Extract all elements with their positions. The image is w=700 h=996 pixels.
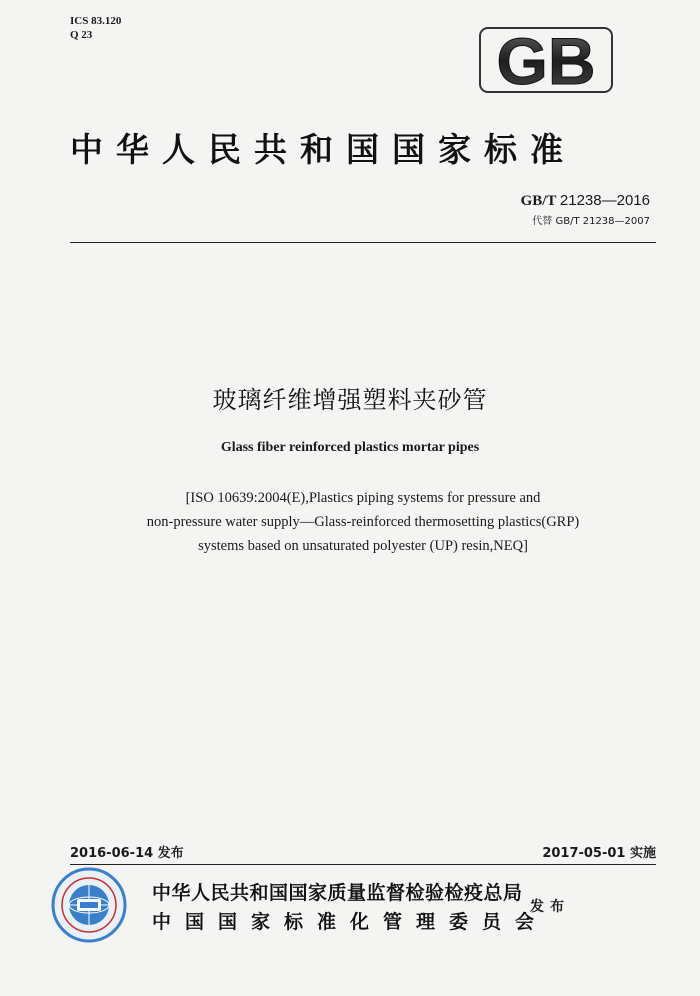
iso-reference-line-2: non-pressure water supply—Glass-reinforced thermosetting plastics(GRP) [146,514,580,530]
ics-code: ICS 83.120 [70,15,122,27]
replaces-standard: 代替 GB/T 21238—2007 [532,216,650,227]
issuer-line-1: 中华人民共和国国家质量监督检验检疫总局 [152,882,523,904]
gb-logo-text: GB [496,26,596,94]
document-title-zh: 玻璃纤维增强塑料夹砂管 [212,386,488,414]
top-divider [70,242,656,243]
authority-seal-icon [50,866,128,944]
iso-reference-line-3: systems based on unsaturated polyester (UP) resin,NEQ] [198,538,528,554]
issue-date: 2016-06-14 发布 [70,846,184,861]
dates-row [70,842,656,862]
issuing-authorities [152,878,548,934]
iso-reference-line-1: [ISO 10639:2004(E),Plastics piping systems for pressure and [185,490,541,506]
standard-number-digits: 21238—2016 [559,192,650,209]
classification-codes [70,14,121,42]
implementation-date: 2017-05-01 实施 [542,846,656,861]
gb-logo [478,26,614,94]
issuer-line-2: 中国国家标准化管理委员会 [152,911,549,933]
publish-label: 发布 [530,899,570,915]
standard-number-prefix: GB/T [520,193,557,209]
iso-reference [70,486,656,558]
standard-number [521,192,650,210]
ccs-code: Q 23 [70,29,93,41]
document-title-en: Glass fiber reinforced plastics mortar pipes [220,440,480,455]
bottom-divider [70,864,656,865]
national-standard-title: 中华人民共和国国家标准 [70,130,576,169]
standard-number-block [521,192,650,227]
